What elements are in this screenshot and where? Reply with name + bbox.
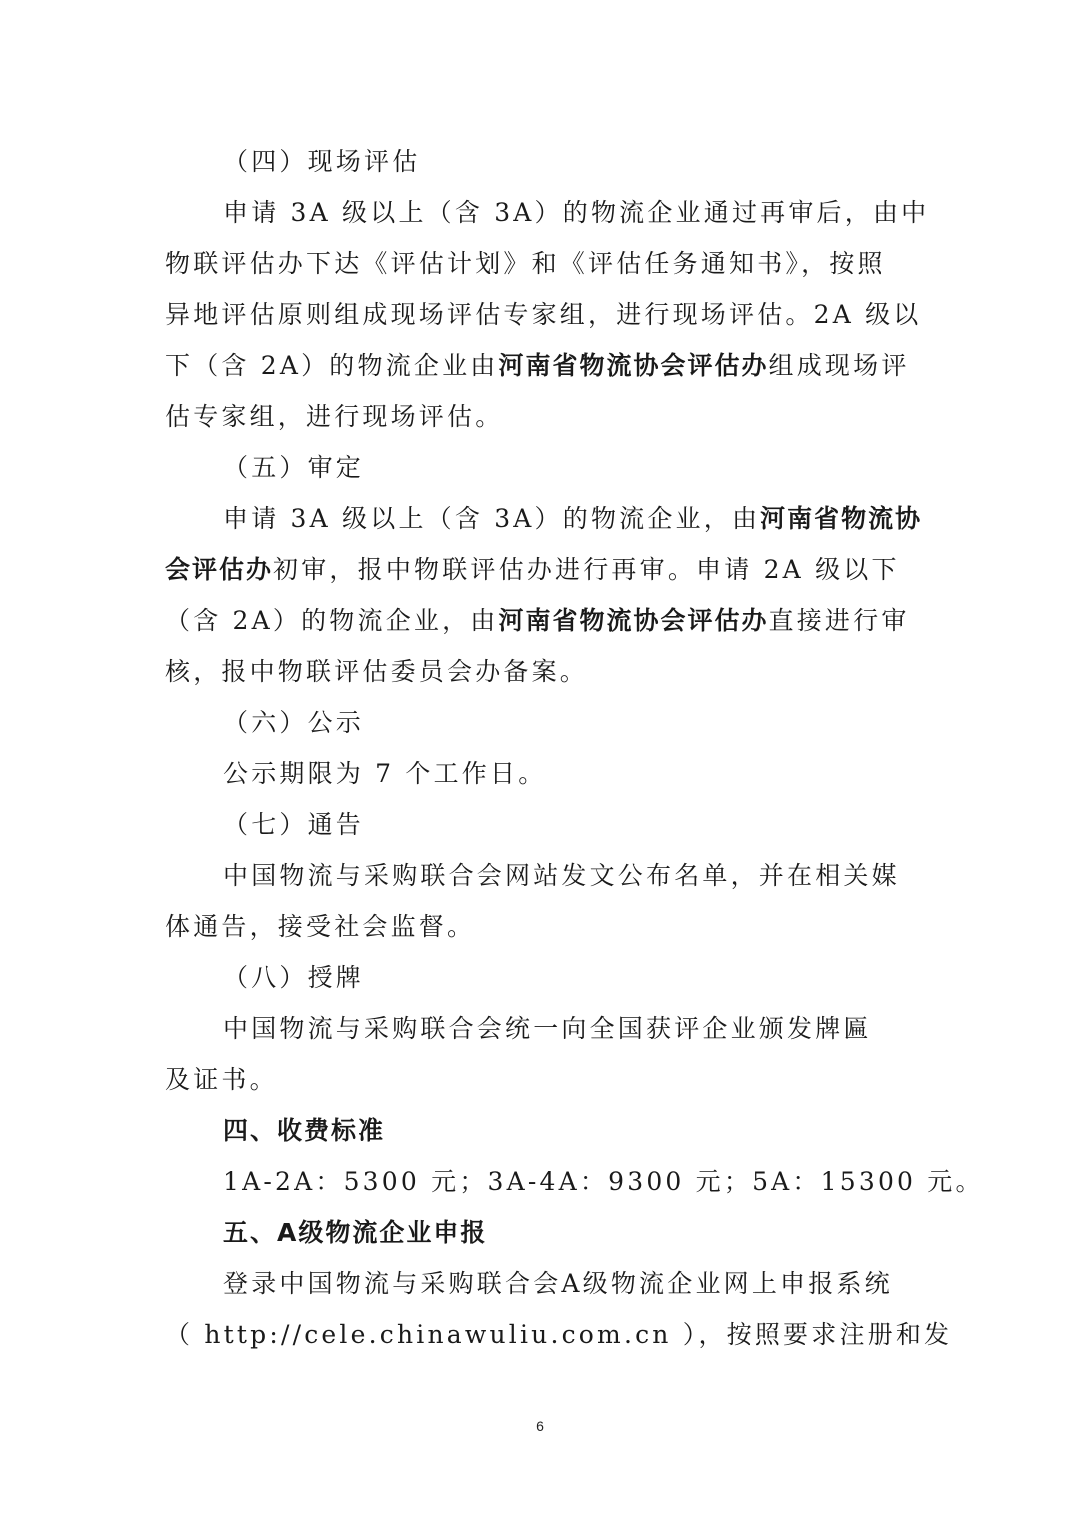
part-heading-fees: 四、收费标准	[223, 1116, 386, 1145]
section-heading-approval: （五）审定	[223, 453, 365, 482]
text-run: （含 2A）的物流企业，由	[165, 606, 499, 635]
paragraph-line: 中国物流与采购联合会网站发文公布名单，并在相关媒	[223, 861, 900, 890]
document-body	[165, 136, 984, 1360]
paragraph-line-fees: 1A-2A：5300 元；3A-4A：9300 元；5A：15300 元。	[223, 1167, 984, 1196]
paragraph-line: 估专家组，进行现场评估。	[165, 402, 504, 431]
paragraph-line: 公示期限为 7 个工作日。	[223, 759, 547, 788]
bold-org-name: 河南省物流协会评估办	[498, 351, 769, 380]
bold-org-name: 会评估办	[165, 555, 274, 584]
part-heading-application: 五、A级物流企业申报	[223, 1218, 488, 1247]
text-run: 初审，报中物联评估办进行再审。申请 2A 级以下	[273, 555, 900, 584]
section-heading-publicity: （六）公示	[223, 708, 365, 737]
paragraph-line: 申请 3A 级以上（含 3A）的物流企业通过再审后，由中	[223, 198, 930, 227]
paragraph-line: 及证书。	[165, 1065, 278, 1094]
paragraph-line: 核，报中物联评估委员会办备案。	[165, 657, 589, 686]
paragraph-line-url: （ http://cele.chinawuliu.com.cn ），按照要求注册和发	[165, 1320, 953, 1349]
text-run: 组成现场评	[768, 351, 910, 380]
section-heading-site-evaluation: （四）现场评估	[223, 147, 421, 176]
page-number: 6	[536, 1418, 544, 1434]
text-run: 申请 3A 级以上（含 3A）的物流企业，由	[223, 504, 761, 533]
paragraph-line	[165, 340, 917, 391]
paragraph-line: 登录中国物流与采购联合会A级物流企业网上申报系统	[223, 1269, 893, 1298]
paragraph-line	[165, 544, 917, 595]
paragraph-line: 中国物流与采购联合会统一向全国获评企业颁发牌匾	[223, 1014, 872, 1043]
paragraph-line: 体通告，接受社会监督。	[165, 912, 476, 941]
text-run: 下（含 2A）的物流企业由	[165, 351, 499, 380]
paragraph-line: 异地评估原则组成现场评估专家组，进行现场评估。2A 级以	[165, 300, 922, 329]
paragraph-line: 物联评估办下达《评估计划》和《评估任务通知书》，按照	[165, 249, 886, 278]
bold-org-name: 河南省物流协	[760, 504, 923, 533]
paragraph-line	[165, 493, 923, 544]
paragraph-line	[165, 595, 917, 646]
section-heading-announcement: （七）通告	[223, 810, 365, 839]
bold-org-name: 河南省物流协会评估办	[498, 606, 769, 635]
text-run: 直接进行审	[768, 606, 910, 635]
section-heading-awarding: （八）授牌	[223, 963, 365, 992]
